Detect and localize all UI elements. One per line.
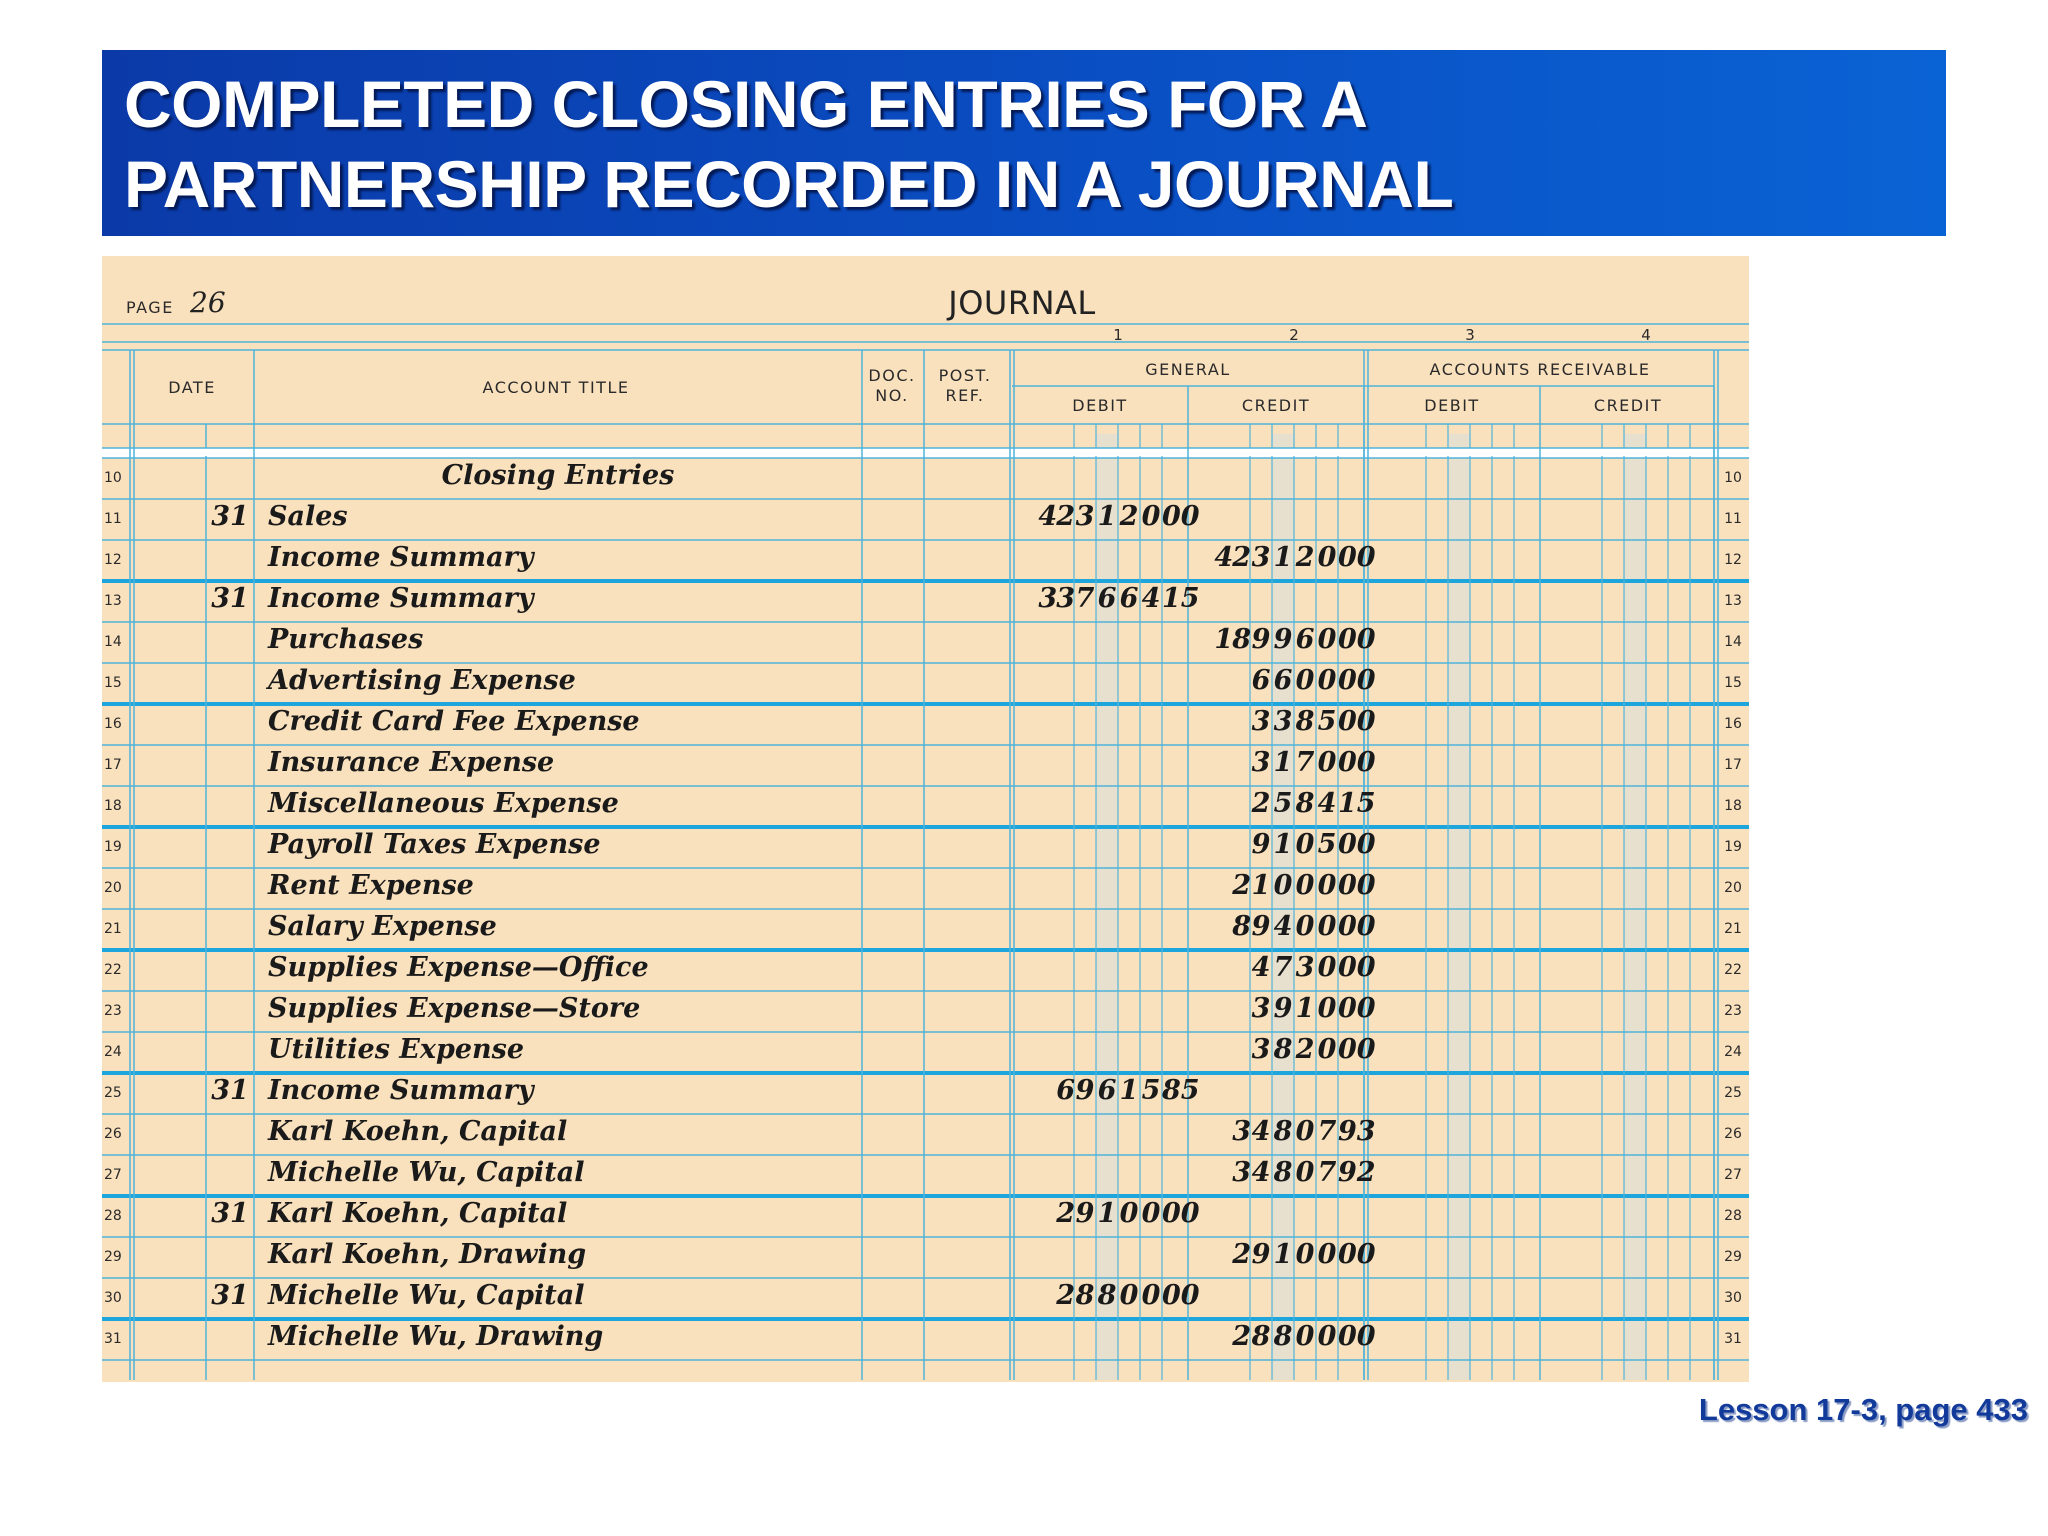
general-credit-amount-digit: 9 <box>1251 624 1271 655</box>
account-title: Credit Card Fee Expense <box>268 706 640 737</box>
general-credit-amount-digit: 2 <box>1232 1239 1250 1270</box>
general-credit-amount-digit: 9 <box>1251 911 1271 942</box>
general-credit-amount-digit: 3 <box>1251 993 1271 1024</box>
account-title-header: ACCOUNT TITLE <box>482 378 630 397</box>
general-credit-amount-digit: 2 <box>1251 788 1271 819</box>
general-debit-amount-digit: 6 <box>1097 583 1117 614</box>
line-number: 24 <box>104 1044 122 1060</box>
general-credit-amount-digit: 8 <box>1273 1157 1293 1188</box>
general-credit-amount-digit: 00 <box>1338 624 1376 655</box>
slide-title: COMPLETED CLOSING ENTRIES FOR A PARTNERSHIP RECORDED IN A JOURNAL <box>124 67 1454 221</box>
account-title: Income Summary <box>268 1075 534 1106</box>
general-credit-amount-digit: 3 <box>1232 1116 1250 1147</box>
general-credit-amount-digit: 00 <box>1338 1034 1376 1065</box>
line-number-right: 23 <box>1724 1003 1742 1019</box>
line-number-right: 27 <box>1724 1167 1742 1183</box>
line-number: 27 <box>104 1167 122 1183</box>
general-debit-amount-digit: 00 <box>1162 501 1200 532</box>
account-title: Michelle Wu, Capital <box>268 1157 585 1188</box>
account-title: Advertising Expense <box>268 665 576 696</box>
general-credit-amount-digit: 0 <box>1317 993 1337 1024</box>
ar-credit-header: CREDIT <box>1593 396 1663 415</box>
line-number: 17 <box>104 757 122 773</box>
general-credit-amount-digit: 6 <box>1251 665 1271 696</box>
general-debit-amount-digit: 3 <box>1075 501 1095 532</box>
general-credit-amount-digit: 4 <box>1273 911 1293 942</box>
general-debit-amount-digit: 33 <box>1038 583 1074 614</box>
general-debit-amount-digit: 0 <box>1119 1198 1139 1229</box>
general-debit-amount-digit: 6 <box>1119 583 1139 614</box>
general-credit-amount-digit: 3 <box>1273 706 1293 737</box>
column-number-3: 3 <box>1465 326 1475 344</box>
general-credit-amount-digit: 0 <box>1295 1157 1315 1188</box>
line-number-right: 16 <box>1724 716 1742 732</box>
general-credit-amount-digit: 3 <box>1251 1034 1271 1065</box>
account-title: Karl Koehn, Capital <box>268 1198 568 1229</box>
general-debit-amount-digit: 6 <box>1097 1075 1117 1106</box>
general-debit-amount-digit: 5 <box>1141 1075 1161 1106</box>
general-credit-amount-digit: 3 <box>1232 1157 1250 1188</box>
general-debit-amount-digit: 9 <box>1075 1075 1095 1106</box>
general-credit-amount-digit: 8 <box>1273 1116 1293 1147</box>
doc-no-header: DOC. NO. <box>868 366 916 405</box>
account-title: Purchases <box>268 624 424 655</box>
general-debit-amount-digit: 4 <box>1141 583 1161 614</box>
line-number-right: 12 <box>1724 552 1742 568</box>
post-ref-header: POST. REF. <box>938 366 992 405</box>
general-credit-amount-digit: 8 <box>1295 788 1315 819</box>
entry-day: 31 <box>211 501 249 532</box>
general-credit-amount-digit: 00 <box>1338 747 1376 778</box>
line-number: 12 <box>104 552 122 568</box>
journal-title: JOURNAL <box>948 284 1096 322</box>
line-number-right: 11 <box>1724 511 1742 527</box>
general-debit-amount-digit: 15 <box>1162 583 1200 614</box>
general-credit-amount-digit: 3 <box>1251 542 1271 573</box>
account-title: Karl Koehn, Capital <box>268 1116 568 1147</box>
general-credit-amount-digit: 00 <box>1338 870 1376 901</box>
general-debit-amount-digit: 9 <box>1075 1198 1095 1229</box>
general-credit-amount-digit: 4 <box>1251 952 1271 983</box>
line-number-right: 24 <box>1724 1044 1742 1060</box>
general-credit-amount-digit: 6 <box>1273 665 1293 696</box>
general-credit-amount-digit: 5 <box>1273 788 1293 819</box>
general-credit-amount-digit: 0 <box>1317 1034 1337 1065</box>
account-title: Sales <box>268 501 348 532</box>
general-debit-amount-digit: 2 <box>1056 1198 1074 1229</box>
general-credit-amount-digit: 93 <box>1338 1116 1376 1147</box>
account-title: Income Summary <box>268 542 534 573</box>
line-number-right: 15 <box>1724 675 1742 691</box>
account-title: Miscellaneous Expense <box>268 788 619 819</box>
general-credit-amount-digit: 00 <box>1338 665 1376 696</box>
general-credit-amount-digit: 1 <box>1251 870 1271 901</box>
line-number: 28 <box>104 1208 122 1224</box>
title-banner <box>102 50 1946 236</box>
general-credit-amount-digit: 0 <box>1317 1239 1337 1270</box>
general-credit-amount-digit: 0 <box>1317 952 1337 983</box>
general-credit-amount-digit: 7 <box>1317 1157 1337 1188</box>
general-credit-amount-digit: 2 <box>1295 1034 1315 1065</box>
general-credit-amount-digit: 0 <box>1317 911 1337 942</box>
account-title: Payroll Taxes Expense <box>268 829 601 860</box>
general-credit-amount-digit: 00 <box>1338 706 1376 737</box>
general-debit-amount-digit: 2 <box>1056 1280 1074 1311</box>
line-number-right: 19 <box>1724 839 1742 855</box>
general-credit-amount-digit: 1 <box>1273 747 1293 778</box>
general-credit-amount-digit: 00 <box>1338 829 1376 860</box>
column-number-1: 1 <box>1113 326 1123 344</box>
account-title: Insurance Expense <box>268 747 555 778</box>
general-debit-amount-digit: 6 <box>1056 1075 1074 1106</box>
line-number-right: 31 <box>1724 1331 1742 1347</box>
line-number-right: 29 <box>1724 1249 1742 1265</box>
general-debit-amount-digit: 00 <box>1162 1198 1200 1229</box>
line-number-right: 20 <box>1724 880 1742 896</box>
accounts-receivable-header: ACCOUNTS RECEIVABLE <box>1429 360 1651 379</box>
general-credit-amount-digit: 00 <box>1338 952 1376 983</box>
general-debit-amount-digit: 1 <box>1097 501 1117 532</box>
line-number-right: 30 <box>1724 1290 1742 1306</box>
general-debit-amount-digit: 8 <box>1097 1280 1117 1311</box>
general-credit-amount-digit: 8 <box>1273 1034 1293 1065</box>
column-number-2: 2 <box>1289 326 1299 344</box>
general-credit-amount-digit: 3 <box>1251 706 1271 737</box>
general-credit-amount-digit: 4 <box>1251 1157 1271 1188</box>
general-credit-amount-digit: 7 <box>1317 1116 1337 1147</box>
general-credit-amount-digit: 00 <box>1338 1239 1376 1270</box>
lesson-reference: Lesson 17-3, page 433 <box>1698 1392 2028 1427</box>
line-number-right: 28 <box>1724 1208 1742 1224</box>
account-title: Utilities Expense <box>268 1034 525 1065</box>
line-number-right: 13 <box>1724 593 1742 609</box>
account-title: Karl Koehn, Drawing <box>268 1239 587 1270</box>
general-credit-amount-digit: 0 <box>1317 665 1337 696</box>
general-credit-amount-digit: 0 <box>1295 1239 1315 1270</box>
general-credit-amount-digit: 42 <box>1214 542 1250 573</box>
general-credit-amount-digit: 00 <box>1338 542 1376 573</box>
line-number: 23 <box>104 1003 122 1019</box>
entry-heading: Closing Entries <box>441 460 675 491</box>
general-credit-amount-digit: 0 <box>1273 870 1293 901</box>
general-credit-amount-digit: 4 <box>1251 1116 1271 1147</box>
line-number: 21 <box>104 921 122 937</box>
line-number-right: 22 <box>1724 962 1742 978</box>
line-number: 14 <box>104 634 122 650</box>
general-credit-amount-digit: 0 <box>1317 624 1337 655</box>
column-number-4: 4 <box>1641 326 1651 344</box>
line-number: 18 <box>104 798 122 814</box>
general-header: GENERAL <box>1145 360 1231 379</box>
general-credit-amount-digit: 0 <box>1317 870 1337 901</box>
general-credit-amount-digit: 3 <box>1295 952 1315 983</box>
line-number: 16 <box>104 716 122 732</box>
general-credit-amount-digit: 8 <box>1295 706 1315 737</box>
line-number: 11 <box>104 511 122 527</box>
ar-debit-header: DEBIT <box>1424 396 1480 415</box>
general-credit-amount-digit: 9 <box>1273 993 1293 1024</box>
line-number-right: 18 <box>1724 798 1742 814</box>
general-credit-amount-digit: 1 <box>1273 829 1293 860</box>
line-number: 31 <box>104 1331 122 1347</box>
general-credit-amount-digit: 0 <box>1295 829 1315 860</box>
general-credit-amount-digit: 8 <box>1232 911 1250 942</box>
general-credit-amount-digit: 5 <box>1317 829 1337 860</box>
general-credit-amount-digit: 5 <box>1317 706 1337 737</box>
entry-day: 31 <box>211 583 249 614</box>
date-header: DATE <box>168 378 216 397</box>
line-number: 29 <box>104 1249 122 1265</box>
page-label: PAGE <box>126 298 174 317</box>
general-credit-amount-digit: 8 <box>1273 1321 1293 1352</box>
general-credit-amount-digit: 2 <box>1295 542 1315 573</box>
general-credit-amount-digit: 8 <box>1251 1321 1271 1352</box>
line-number-right: 26 <box>1724 1126 1742 1142</box>
entry-day: 31 <box>211 1280 249 1311</box>
general-debit-amount-digit: 1 <box>1097 1198 1117 1229</box>
general-credit-amount-digit: 00 <box>1338 993 1376 1024</box>
line-number: 10 <box>104 470 122 486</box>
account-title: Rent Expense <box>268 870 474 901</box>
page-number: 26 <box>190 286 226 319</box>
line-number: 20 <box>104 880 122 896</box>
general-credit-amount-digit: 9 <box>1251 1239 1271 1270</box>
line-number: 13 <box>104 593 122 609</box>
general-debit-amount-digit: 8 <box>1075 1280 1095 1311</box>
entry-day: 31 <box>211 1198 249 1229</box>
general-credit-amount-digit: 0 <box>1295 870 1315 901</box>
general-credit-amount-digit: 0 <box>1295 911 1315 942</box>
general-credit-amount-digit: 2 <box>1232 1321 1250 1352</box>
general-debit-amount-digit: 1 <box>1119 1075 1139 1106</box>
general-debit-amount-digit: 0 <box>1141 1280 1161 1311</box>
general-debit-amount-digit: 0 <box>1141 1198 1161 1229</box>
general-credit-amount-digit: 00 <box>1338 1321 1376 1352</box>
account-title: Michelle Wu, Drawing <box>268 1321 604 1352</box>
general-debit-amount-digit: 00 <box>1162 1280 1200 1311</box>
line-number-right: 14 <box>1724 634 1742 650</box>
general-credit-amount-digit: 0 <box>1317 1321 1337 1352</box>
general-credit-amount-digit: 3 <box>1251 747 1271 778</box>
general-credit-amount-digit: 18 <box>1214 624 1250 655</box>
journal-page <box>102 256 1749 1382</box>
line-number: 30 <box>104 1290 122 1306</box>
account-title: Salary Expense <box>268 911 497 942</box>
general-credit-amount-digit: 4 <box>1317 788 1337 819</box>
general-credit-amount-digit: 1 <box>1273 1239 1293 1270</box>
line-number-right: 21 <box>1724 921 1742 937</box>
general-debit-amount-digit: 7 <box>1075 583 1095 614</box>
line-number: 25 <box>104 1085 122 1101</box>
general-credit-amount-digit: 1 <box>1295 993 1315 1024</box>
general-credit-amount-digit: 0 <box>1317 747 1337 778</box>
general-debit-amount-digit: 85 <box>1162 1075 1200 1106</box>
line-number: 26 <box>104 1126 122 1142</box>
general-credit-amount-digit: 7 <box>1273 952 1293 983</box>
general-credit-amount-digit: 92 <box>1338 1157 1376 1188</box>
line-number: 15 <box>104 675 122 691</box>
general-credit-amount-digit: 0 <box>1317 542 1337 573</box>
general-credit-amount-digit: 9 <box>1273 624 1293 655</box>
account-title: Supplies Expense—Store <box>268 993 641 1024</box>
account-title: Supplies Expense—Office <box>268 952 649 983</box>
line-number-right: 10 <box>1724 470 1742 486</box>
account-title: Michelle Wu, Capital <box>268 1280 585 1311</box>
general-credit-amount-digit: 1 <box>1273 542 1293 573</box>
line-number: 19 <box>104 839 122 855</box>
general-credit-amount-digit: 9 <box>1251 829 1271 860</box>
general-debit-amount-digit: 2 <box>1119 501 1139 532</box>
general-credit-amount-digit: 15 <box>1338 788 1376 819</box>
general-credit-amount-digit: 0 <box>1295 665 1315 696</box>
line-number-right: 25 <box>1724 1085 1742 1101</box>
general-credit-header: CREDIT <box>1241 396 1311 415</box>
general-debit-header: DEBIT <box>1072 396 1128 415</box>
entry-day: 31 <box>211 1075 249 1106</box>
general-credit-amount-digit: 2 <box>1232 870 1250 901</box>
general-credit-amount-digit: 00 <box>1338 911 1376 942</box>
general-debit-amount-digit: 0 <box>1141 501 1161 532</box>
general-credit-amount-digit: 0 <box>1295 1116 1315 1147</box>
general-credit-amount-digit: 7 <box>1295 747 1315 778</box>
line-number-right: 17 <box>1724 757 1742 773</box>
general-debit-amount-digit: 0 <box>1119 1280 1139 1311</box>
general-credit-amount-digit: 0 <box>1295 1321 1315 1352</box>
line-number: 22 <box>104 962 122 978</box>
account-title: Income Summary <box>268 583 534 614</box>
general-credit-amount-digit: 6 <box>1295 624 1315 655</box>
general-debit-amount-digit: 42 <box>1038 501 1074 532</box>
